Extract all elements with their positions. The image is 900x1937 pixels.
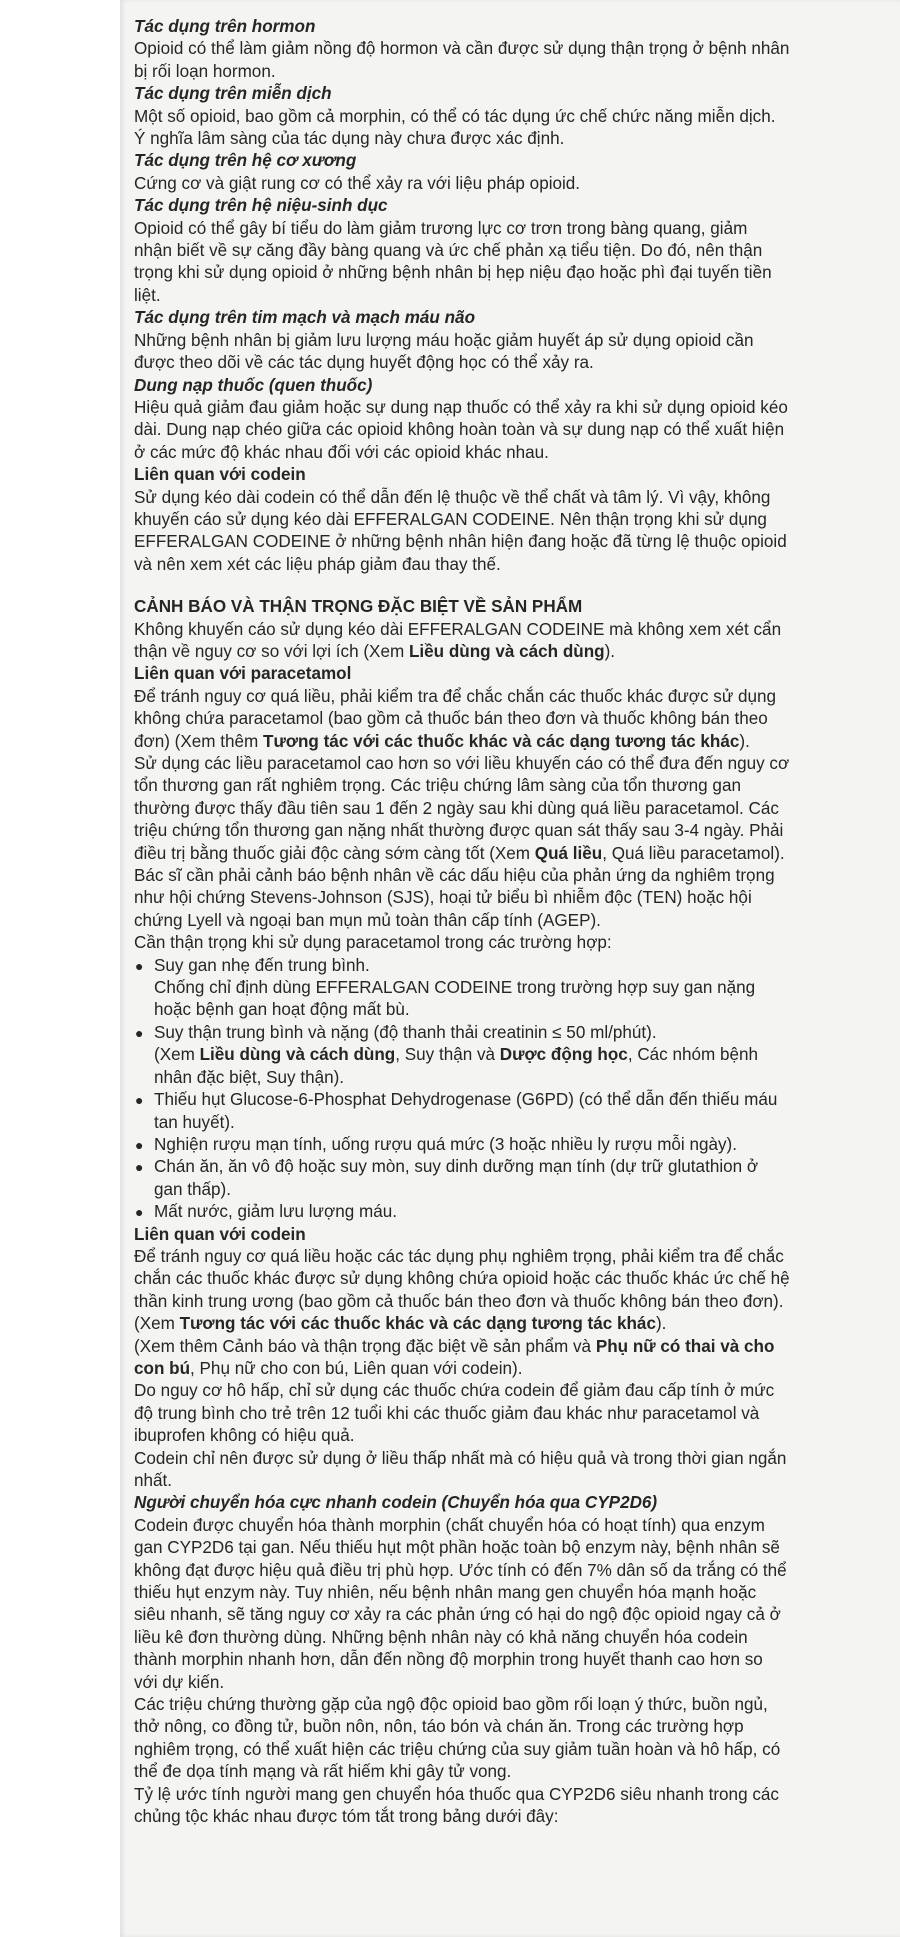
bullet-icon: ● bbox=[135, 1092, 144, 1109]
heading-immune: Tác dụng trên miễn dịch bbox=[134, 84, 332, 104]
paragraph-codeine-1: Sử dụng kéo dài codein có thể dẫn đến lệ thuộc về thể chất và tâm lý. Vì vậy, không khuyến cáo sử dụng kéo dài EFFERALGAN CODEINE. Nên thận trọng khi sử dụng EFFERALGAN CODEINE ở những bệnh nhân hiện đang hoặc đã từng lệ thuộc opioid và nên xem xét các liệu pháp giảm đau thay thế. bbox=[134, 487, 787, 574]
paragraph-paracetamol-1: Để tránh nguy cơ quá liều, phải kiểm tra để chắc chắn các thuốc khác được sử dụng không chứa paracetamol (bao gồm cả thuốc bán theo đơn và thuốc không bán theo đơn) (Xem thêm Tương tác với các thuốc khác và các dạng tương tác khác). bbox=[134, 686, 777, 751]
bullet-icon: ● bbox=[135, 1159, 144, 1176]
paragraph-tolerance: Hiệu quả giảm đau giảm hoặc sự dung nạp thuốc có thể xảy ra khi sử dụng opioid kéo dài. Dung nạp chéo giữa các opioid không hoàn toàn và sự dung nạp có thể xuất hiện ở các mức độ khác nhau đối với các opioid khác nhau. bbox=[134, 397, 788, 462]
bullet-icon: ● bbox=[135, 1136, 144, 1153]
heading-tolerance: Dung nạp thuốc (quen thuốc) bbox=[134, 375, 373, 395]
heading-musculoskeletal: Tác dụng trên hệ cơ xương bbox=[134, 151, 357, 171]
paragraph-cyp2d6-1: Codein được chuyển hóa thành morphin (chất chuyển hóa có hoạt tính) qua enzym gan CYP2D6 tại gan. Nếu thiếu hụt một phần hoặc toàn bộ enzym này, bệnh nhân sẽ không đạt được hiệu quả điều trị phù hợp. Ước tính có đến 7% dân số da trắng có thể thiếu hụt enzym này. Tuy nhiên, nếu bệnh nhân mang gen chuyển hóa mạnh hoặc siêu nhanh, sẽ tăng nguy cơ xảy ra các phản ứng có hại do ngộ độc opioid ngay cả ở liều kê đơn thường dùng. Những bệnh nhân này có khả năng chuyển hóa codein thành morphin nhanh hơn, dẫn đến nồng độ morphin trong huyết thanh cao hơn so với dự kiến. bbox=[134, 1515, 787, 1692]
paragraph-paracetamol-2: Sử dụng các liều paracetamol cao hơn so với liều khuyến cáo có thể đưa đến nguy cơ tổn thương gan rất nghiêm trọng. Các triệu chứng lâm sàng của tổn thương gan thường được thấy đầu tiên sau 1 đến 2 ngày sau khi dùng quá liều paracetamol. Các triệu chứng tổn thương gan nặng nhất thường được quan sát thấy sau 3-4 ngày. Phải điều trị bằng thuốc giải độc càng sớm càng tốt (Xem Quá liều, Quá liều paracetamol). bbox=[134, 754, 790, 863]
bullet-icon: ● bbox=[135, 1204, 144, 1221]
paragraph-cardiovascular: Những bệnh nhân bị giảm lưu lượng máu hoặc giảm huyết áp sử dụng opioid cần được theo dõi về các tác dụng huyết động học có thể xảy ra. bbox=[134, 330, 754, 373]
paragraph-cyp2d6-3: Tỷ lệ ước tính người mang gen chuyển hóa thuốc qua CYP2D6 siêu nhanh trong các chủng tộc khác nhau được tóm tắt trong bảng dưới đây: bbox=[134, 1784, 779, 1827]
heading-warnings: CẢNH BÁO VÀ THẬN TRỌNG ĐẶC BIỆT VỀ SẢN PHẨM bbox=[134, 597, 583, 617]
list-item: ● Suy thận trung bình và nặng (độ thanh thải creatinin ≤ 50 ml/phút). bbox=[134, 1022, 790, 1044]
list-item: ● Chán ăn, ăn vô độ hoặc suy mòn, suy dinh dưỡng mạn tính (dự trữ glutathion ở gan thấp). bbox=[135, 1157, 759, 1199]
heading-cyp2d6: Người chuyển hóa cực nhanh codein (Chuyển hóa qua CYP2D6) bbox=[134, 1493, 658, 1513]
paragraph-cyp2d6-2: Các triệu chứng thường gặp của ngộ độc opioid bao gồm rối loạn ý thức, buồn ngủ, thở nông, co đồng tử, buồn nôn, nôn, táo bón và chán ăn. Trong các trường hợp nghiêm trọng, có thể xuất hiện các triệu chứng của suy giảm tuần hoàn và hô hấp, có thể đe dọa tính mạng và rất hiếm khi gây tử vong. bbox=[134, 1695, 781, 1782]
document-text bbox=[134, 16, 790, 1829]
paragraph-codeine-2b: (Xem thêm Cảnh báo và thận trọng đặc biệt về sản phẩm và Phụ nữ có thai và cho con bú, Phụ nữ cho con bú, Liên quan với codein). bbox=[134, 1336, 775, 1378]
heading-codeine-2: Liên quan với codein bbox=[134, 1224, 306, 1244]
paragraph-codeine-2d: Codein chỉ nên được sử dụng ở liều thấp nhất mà có hiệu quả và trong thời gian ngắn nhất. bbox=[134, 1448, 787, 1490]
paragraph-codeine-2a: Để tránh nguy cơ quá liều hoặc các tác dụng phụ nghiêm trọng, phải kiểm tra để chắc chắn các thuốc khác được sử dụng không chứa opioid hoặc các thuốc khác ức chế hệ thần kinh trung ương (bao gồm cả thuốc bán theo đơn và thuốc không bán theo đơn). (Xem Tương tác với các thuốc khác và các dạng tương tác khác). bbox=[134, 1246, 790, 1334]
list-item: ● Nghiện rượu mạn tính, uống rượu quá mức (3 hoặc nhiều ly rượu mỗi ngày). bbox=[134, 1134, 790, 1156]
paragraph-musculoskeletal: Cứng cơ và giật rung cơ có thể xảy ra với liệu pháp opioid. bbox=[134, 173, 581, 193]
paragraph-hormone: Opioid có thể làm giảm nồng độ hormon và cần được sử dụng thận trọng ở bệnh nhân bị rối loạn hormon. bbox=[134, 39, 790, 81]
bullet-icon: ● bbox=[135, 957, 144, 974]
list-item-note: (Xem Liều dùng và cách dùng, Suy thận và Dược động học, Các nhóm bệnh nhân đặc biệt, Suy thận). bbox=[154, 1045, 759, 1087]
list-item: ● Thiếu hụt Glucose-6-Phosphat Dehydrogenase (G6PD) (có thể dẫn đến thiếu máu tan huyết). bbox=[135, 1090, 778, 1132]
paragraph-immune: Một số opioid, bao gồm cả morphin, có thể có tác dụng ức chế chức năng miễn dịch. Ý nghĩa lâm sàng của tác dụng này chưa được xác định. bbox=[134, 106, 776, 149]
heading-paracetamol: Liên quan với paracetamol bbox=[134, 664, 352, 684]
caution-list bbox=[134, 955, 790, 1224]
bullet-icon: ● bbox=[135, 1024, 144, 1041]
heading-codeine-1: Liên quan với codein bbox=[134, 465, 306, 485]
list-item-note: Chống chỉ định dùng EFFERALGAN CODEINE trong trường hợp suy gan nặng hoặc bệnh gan hoạt động mất bù. bbox=[154, 978, 756, 1020]
paragraph-paracetamol-4: Cần thận trọng khi sử dụng paracetamol trong các trường hợp: bbox=[134, 933, 612, 953]
paragraph-urogenital: Opioid có thể gây bí tiểu do làm giảm trương lực cơ trơn trong bàng quang, giảm nhận biết về sự căng đầy bàng quang và ức chế phản xạ tiểu tiện. Do đó, nên thận trọng khi sử dụng opioid ở những bệnh nhân bị hẹp niệu đạo hoặc phì đại tuyến tiền liệt. bbox=[134, 218, 772, 305]
list-item: ● Suy gan nhẹ đến trung bình. bbox=[134, 955, 790, 977]
heading-hormone: Tác dụng trên hormon bbox=[134, 17, 316, 36]
heading-cardiovascular: Tác dụng trên tim mạch và mạch máu não bbox=[134, 308, 476, 328]
heading-urogenital: Tác dụng trên hệ niệu-sinh dục bbox=[134, 196, 388, 216]
paragraph-codeine-2c: Do nguy cơ hô hấp, chỉ sử dụng các thuốc chứa codein để giảm đau cấp tính ở mức độ trung bình cho trẻ trên 12 tuổi khi các thuốc giảm đau khác như paracetamol và ibuprofen không có hiệu quả. bbox=[134, 1381, 775, 1446]
list-item: ● Mất nước, giảm lưu lượng máu. bbox=[134, 1201, 790, 1223]
paragraph-warnings: Không khuyến cáo sử dụng kéo dài EFFERALGAN CODEINE mà không xem xét cẩn thận về nguy cơ so với lợi ích (Xem Liều dùng và cách dùng). bbox=[134, 619, 782, 661]
paragraph-paracetamol-3: Bác sĩ cần phải cảnh báo bệnh nhân về các dấu hiệu của phản ứng da nghiêm trọng như hội chứng Stevens-Johnson (SJS), hoại tử biểu bì nhiễm độc (TEN) hoặc hội chứng Lyell và ngoại ban mụn mủ toàn thân cấp tính (AGEP). bbox=[134, 866, 775, 930]
